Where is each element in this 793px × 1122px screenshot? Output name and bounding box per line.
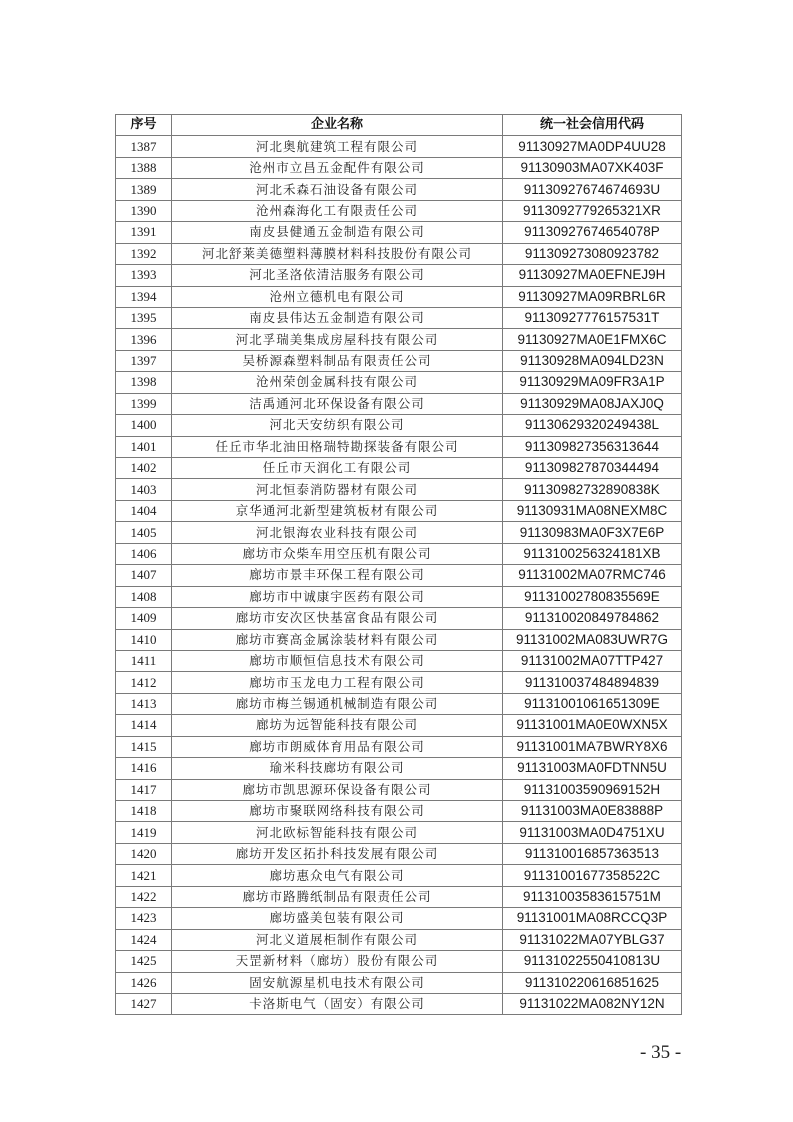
table-row [116,200,682,221]
enterprise-name: 河北孚瑞美集成房屋科技有限公司 [172,329,503,350]
table-row [116,801,682,822]
credit-code: 91130982732890838K [503,479,682,500]
table-row [116,951,682,972]
credit-code: 91131001MA7BWRY8X6 [503,736,682,757]
row-index: 1416 [116,758,172,779]
enterprise-name: 河北欧标智能科技有限公司 [172,822,503,843]
credit-code: 911309827870344494 [503,458,682,479]
enterprise-name: 河北银海农业科技有限公司 [172,522,503,543]
table-row [116,522,682,543]
enterprise-name: 南皮县伟达五金制造有限公司 [172,307,503,328]
table-row [116,758,682,779]
row-index: 1395 [116,307,172,328]
credit-code: 91130927MA0DP4UU28 [503,136,682,157]
credit-code: 9113092779265321XR [503,200,682,221]
table-row [116,543,682,564]
enterprise-name: 廊坊市景丰环保工程有限公司 [172,565,503,586]
enterprise-name: 廊坊市路腾纸制品有限责任公司 [172,886,503,907]
credit-code: 911310220616851625 [503,972,682,993]
header-credit-code: 统一社会信用代码 [503,115,682,136]
row-index: 1421 [116,865,172,886]
table-row [116,843,682,864]
row-index: 1413 [116,693,172,714]
credit-code: 91131003583615751M [503,886,682,907]
enterprise-name: 沧州市立昌五金配件有限公司 [172,157,503,178]
enterprise-name: 瑜米科技廊坊有限公司 [172,758,503,779]
row-index: 1419 [116,822,172,843]
enterprise-name: 廊坊市朗威体育用品有限公司 [172,736,503,757]
table-row [116,243,682,264]
header-enterprise-name: 企业名称 [172,115,503,136]
enterprise-name: 任丘市华北油田格瑞特勘探装备有限公司 [172,436,503,457]
table-header-row [116,115,682,136]
table-row [116,886,682,907]
table-row [116,736,682,757]
table-row [116,865,682,886]
row-index: 1396 [116,329,172,350]
table-row [116,222,682,243]
credit-code: 91130983MA0F3X7E6P [503,522,682,543]
row-index: 1392 [116,243,172,264]
row-index: 1412 [116,672,172,693]
table-row [116,608,682,629]
row-index: 1388 [116,157,172,178]
enterprise-name: 河北天安纺织有限公司 [172,415,503,436]
credit-code: 91130927MA0E1FMX6C [503,329,682,350]
enterprise-name: 任丘市天润化工有限公司 [172,458,503,479]
table-row [116,693,682,714]
enterprise-name: 廊坊盛美包装有限公司 [172,908,503,929]
credit-code: 911310037484894839 [503,672,682,693]
enterprise-name: 廊坊市安次区快基富食品有限公司 [172,608,503,629]
credit-code: 91131003MA0E83888P [503,801,682,822]
table-row [116,822,682,843]
row-index: 1391 [116,222,172,243]
row-index: 1414 [116,715,172,736]
table-row [116,565,682,586]
row-index: 1418 [116,801,172,822]
table-row [116,350,682,371]
credit-code: 91131022550410813U [503,951,682,972]
enterprise-name: 廊坊为远智能科技有限公司 [172,715,503,736]
enterprise-name: 廊坊市凯思源环保设备有限公司 [172,779,503,800]
credit-code: 911310016857363513 [503,843,682,864]
row-index: 1417 [116,779,172,800]
row-index: 1426 [116,972,172,993]
enterprise-name: 廊坊市顺恒信息技术有限公司 [172,650,503,671]
table-row [116,372,682,393]
enterprise-name: 沧州荣创金属科技有限公司 [172,372,503,393]
enterprise-registry-table [115,114,682,1015]
credit-code: 91130927MA09RBRL6R [503,286,682,307]
credit-code: 91130927MA0EFNEJ9H [503,265,682,286]
credit-code: 91131003MA0D4751XU [503,822,682,843]
enterprise-name: 天罡新材料（廊坊）股份有限公司 [172,951,503,972]
enterprise-name: 廊坊惠众电气有限公司 [172,865,503,886]
row-index: 1408 [116,586,172,607]
credit-code: 91131002MA07RMC746 [503,565,682,586]
credit-code: 91131002780835569E [503,586,682,607]
table-row [116,908,682,929]
row-index: 1390 [116,200,172,221]
table-row [116,329,682,350]
enterprise-name: 廊坊市玉龙电力工程有限公司 [172,672,503,693]
row-index: 1415 [116,736,172,757]
row-index: 1409 [116,608,172,629]
enterprise-name: 沧州森海化工有限责任公司 [172,200,503,221]
page-number: - 35 - [640,1042,682,1063]
credit-code: 91130927674654078P [503,222,682,243]
row-index: 1422 [116,886,172,907]
table-row [116,715,682,736]
enterprise-name: 河北奥航建筑工程有限公司 [172,136,503,157]
credit-code: 91130629320249438L [503,415,682,436]
row-index: 1407 [116,565,172,586]
credit-code: 911309273080923782 [503,243,682,264]
row-index: 1387 [116,136,172,157]
table-row [116,672,682,693]
credit-code: 91130903MA07XK403F [503,157,682,178]
table-row [116,458,682,479]
table-row [116,136,682,157]
row-index: 1406 [116,543,172,564]
credit-code: 91131022MA082NY12N [503,993,682,1014]
credit-code: 91131003MA0FDTNN5U [503,758,682,779]
credit-code: 91131001061651309E [503,693,682,714]
row-index: 1410 [116,629,172,650]
row-index: 1394 [116,286,172,307]
credit-code: 91130927674674693U [503,179,682,200]
enterprise-name: 吴桥源森塑料制品有限责任公司 [172,350,503,371]
credit-code: 91131001677358522C [503,865,682,886]
table-row [116,993,682,1014]
enterprise-name: 洁禹通河北环保设备有限公司 [172,393,503,414]
row-index: 1400 [116,415,172,436]
table-row [116,393,682,414]
credit-code: 91131022MA07YBLG37 [503,929,682,950]
credit-code: 911309827356313644 [503,436,682,457]
credit-code: 91131002MA07TTP427 [503,650,682,671]
header-index: 序号 [116,115,172,136]
row-index: 1397 [116,350,172,371]
table-row [116,157,682,178]
table-row [116,779,682,800]
table-row [116,972,682,993]
row-index: 1405 [116,522,172,543]
table-row [116,179,682,200]
credit-code: 91131001MA0E0WXN5X [503,715,682,736]
credit-code: 91131001MA08RCCQ3P [503,908,682,929]
row-index: 1398 [116,372,172,393]
row-index: 1427 [116,993,172,1014]
enterprise-name: 河北禾森石油设备有限公司 [172,179,503,200]
enterprise-name: 沧州立德机电有限公司 [172,286,503,307]
credit-code: 91130929MA09FR3A1P [503,372,682,393]
enterprise-name: 河北义道展柜制作有限公司 [172,929,503,950]
table-row [116,586,682,607]
table-row [116,265,682,286]
row-index: 1425 [116,951,172,972]
table-row [116,415,682,436]
table-row [116,929,682,950]
enterprise-name: 廊坊市中诚康宇医药有限公司 [172,586,503,607]
enterprise-name: 廊坊市众柴车用空压机有限公司 [172,543,503,564]
enterprise-name: 京华通河北新型建筑板材有限公司 [172,500,503,521]
credit-code: 91131002MA083UWR7G [503,629,682,650]
enterprise-name: 河北恒泰消防器材有限公司 [172,479,503,500]
enterprise-name: 南皮县健通五金制造有限公司 [172,222,503,243]
credit-code: 9113100256324181XB [503,543,682,564]
table-row [116,307,682,328]
row-index: 1402 [116,458,172,479]
credit-code: 91130931MA08NEXM8C [503,500,682,521]
row-index: 1393 [116,265,172,286]
row-index: 1403 [116,479,172,500]
row-index: 1404 [116,500,172,521]
table-row [116,650,682,671]
credit-code: 91130928MA094LD23N [503,350,682,371]
table-row [116,286,682,307]
enterprise-name: 卡洛斯电气（固安）有限公司 [172,993,503,1014]
row-index: 1424 [116,929,172,950]
table-row [116,479,682,500]
row-index: 1420 [116,843,172,864]
credit-code: 91130927776157531T [503,307,682,328]
row-index: 1401 [116,436,172,457]
row-index: 1399 [116,393,172,414]
enterprise-name: 廊坊开发区拓扑科技发展有限公司 [172,843,503,864]
credit-code: 91130929MA08JAXJ0Q [503,393,682,414]
row-index: 1411 [116,650,172,671]
table-row [116,629,682,650]
credit-code: 91131003590969152H [503,779,682,800]
enterprise-name: 廊坊市梅兰锡通机械制造有限公司 [172,693,503,714]
enterprise-name: 河北圣洛依清洁服务有限公司 [172,265,503,286]
table-row [116,500,682,521]
enterprise-name: 河北舒莱美德塑料薄膜材料科技股份有限公司 [172,243,503,264]
row-index: 1423 [116,908,172,929]
table-body [116,136,682,1015]
table-row [116,436,682,457]
enterprise-name: 廊坊市赛高金属涂装材料有限公司 [172,629,503,650]
enterprise-name: 廊坊市聚联网络科技有限公司 [172,801,503,822]
row-index: 1389 [116,179,172,200]
credit-code: 911310020849784862 [503,608,682,629]
enterprise-name: 固安航源星机电技术有限公司 [172,972,503,993]
